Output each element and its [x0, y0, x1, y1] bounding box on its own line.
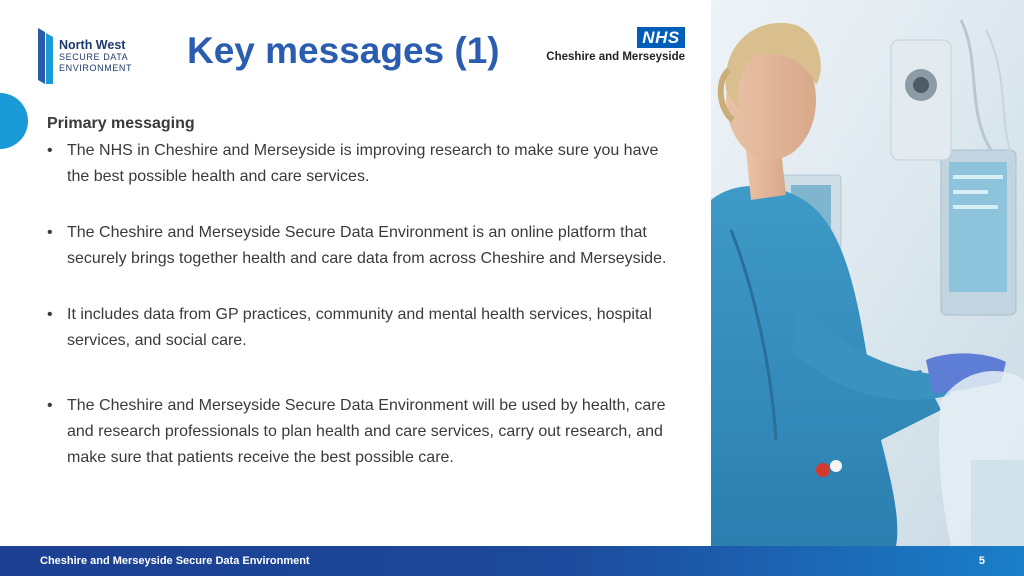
primary-messaging-heading: Primary messaging [47, 115, 195, 132]
bullet-item [47, 302, 677, 354]
bullet-item [47, 393, 677, 471]
bullet-text: The Cheshire and Merseyside Secure Data Environment will be used by health, care and research professionals to plan health and care services, carry out research, and make sure that patients receive the best possible care. [67, 397, 666, 466]
accent-circle [0, 93, 28, 149]
nw-logo-mark-icon [38, 28, 54, 84]
content-body [47, 113, 677, 471]
nhs-logo [522, 27, 686, 69]
footer-bar [0, 546, 1024, 576]
bullet-text: The NHS in Cheshire and Merseyside is improving research to make sure you have the best possible health and care services. [67, 142, 659, 185]
north-west-sde-logo [38, 28, 148, 84]
bullet-item [47, 138, 677, 190]
bullet-text: The Cheshire and Merseyside Secure Data Environment is an online platform that securely brings together health and care data from across Cheshire and Merseyside. [67, 224, 667, 267]
nhs-org-name: Cheshire and Merseyside [546, 51, 685, 63]
nhs-badge: NHS [637, 27, 685, 48]
page-number: 5 [978, 555, 985, 567]
bullet-dot: • [47, 397, 53, 414]
nw-logo-line1: North West [59, 38, 126, 52]
bullet-dot: • [47, 306, 53, 323]
bullet-dot: • [47, 224, 53, 241]
footer-text: Cheshire and Merseyside Secure Data Environment [40, 555, 310, 567]
bullet-dot: • [47, 142, 53, 159]
nw-logo-line2: SECURE DATA [59, 52, 129, 62]
bullet-item [47, 220, 677, 272]
nw-logo-line3: ENVIRONMENT [59, 63, 133, 73]
slide-title: Key messages (1) [187, 30, 500, 71]
bullet-text: It includes data from GP practices, community and mental health services, hospital services, and social care. [67, 306, 652, 349]
nurse-photo [711, 0, 1024, 546]
